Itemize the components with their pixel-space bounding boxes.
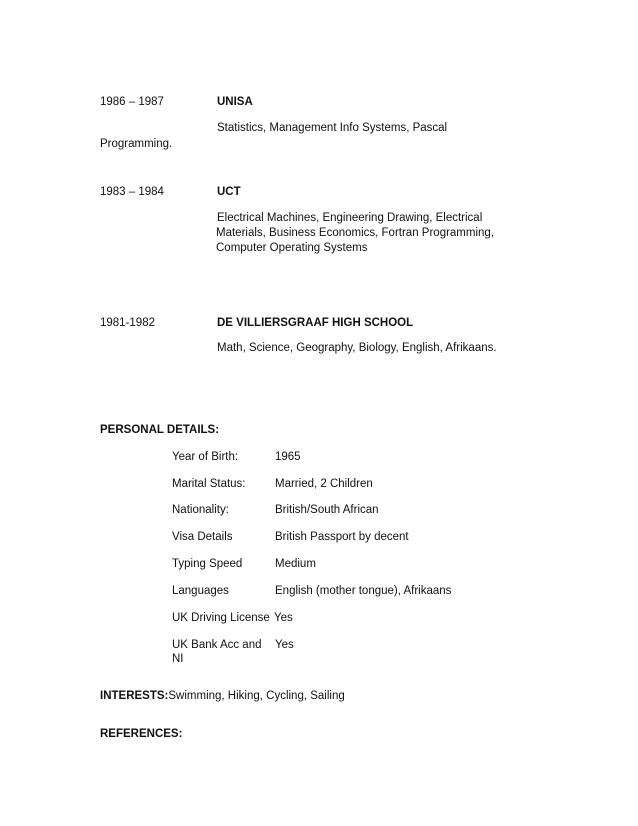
- personal-label-typing-speed: Typing Speed: [172, 558, 243, 570]
- personal-label-uk-bank-acc: UK Bank Acc and: [172, 639, 262, 651]
- interests-value: Swimming, Hiking, Cycling, Sailing: [168, 690, 345, 702]
- personal-label-nationality: Nationality:: [172, 504, 229, 516]
- personal-value-typing-speed: Medium: [275, 558, 316, 570]
- personal-label-languages: Languages: [172, 585, 229, 597]
- education-subjects-uct-line2: Materials, Business Economics, Fortran Programming,: [216, 227, 495, 239]
- personal-value-year-of-birth: 1965: [275, 451, 301, 463]
- personal-value-marital-status: Married, 2 Children: [275, 478, 373, 490]
- education-period-highschool: 1981-1982: [100, 317, 155, 329]
- education-subjects-uct-line1: Electrical Machines, Engineering Drawing, Electrical: [217, 212, 483, 224]
- references-heading: REFERENCES:: [100, 728, 183, 740]
- education-institution-unisa: UNISA: [217, 96, 253, 108]
- education-period-unisa: 1986 – 1987: [100, 96, 164, 108]
- personal-value-languages: English (mother tongue), Afrikaans: [275, 585, 452, 597]
- education-institution-highschool: DE VILLIERSGRAAF HIGH SCHOOL: [217, 317, 414, 329]
- personal-details-heading: PERSONAL DETAILS:: [100, 424, 220, 436]
- education-institution-uct: UCT: [217, 186, 241, 198]
- personal-label-uk-driving-license: UK Driving License: [172, 612, 270, 624]
- personal-label-visa-details: Visa Details: [172, 531, 233, 543]
- personal-value-uk-bank-acc: Yes: [275, 639, 294, 651]
- education-subjects-unisa-line1: Statistics, Management Info Systems, Pascal: [217, 122, 448, 134]
- interests-label: INTERESTS:: [100, 690, 169, 702]
- education-subjects-uct-line3: Computer Operating Systems: [216, 242, 368, 254]
- personal-label-year-of-birth: Year of Birth:: [172, 451, 239, 463]
- interests-line: [100, 689, 345, 704]
- personal-label-uk-bank-acc-line2: NI: [172, 653, 184, 665]
- personal-value-uk-driving-license: Yes: [274, 612, 293, 624]
- personal-value-visa-details: British Passport by decent: [275, 531, 409, 543]
- personal-label-marital-status: Marital Status:: [172, 478, 246, 490]
- education-subjects-unisa-line2: Programming.: [100, 138, 173, 150]
- education-subjects-highschool: Math, Science, Geography, Biology, English, Afrikaans.: [217, 342, 497, 354]
- education-period-uct: 1983 – 1984: [100, 186, 164, 198]
- personal-value-nationality: British/South African: [275, 504, 379, 516]
